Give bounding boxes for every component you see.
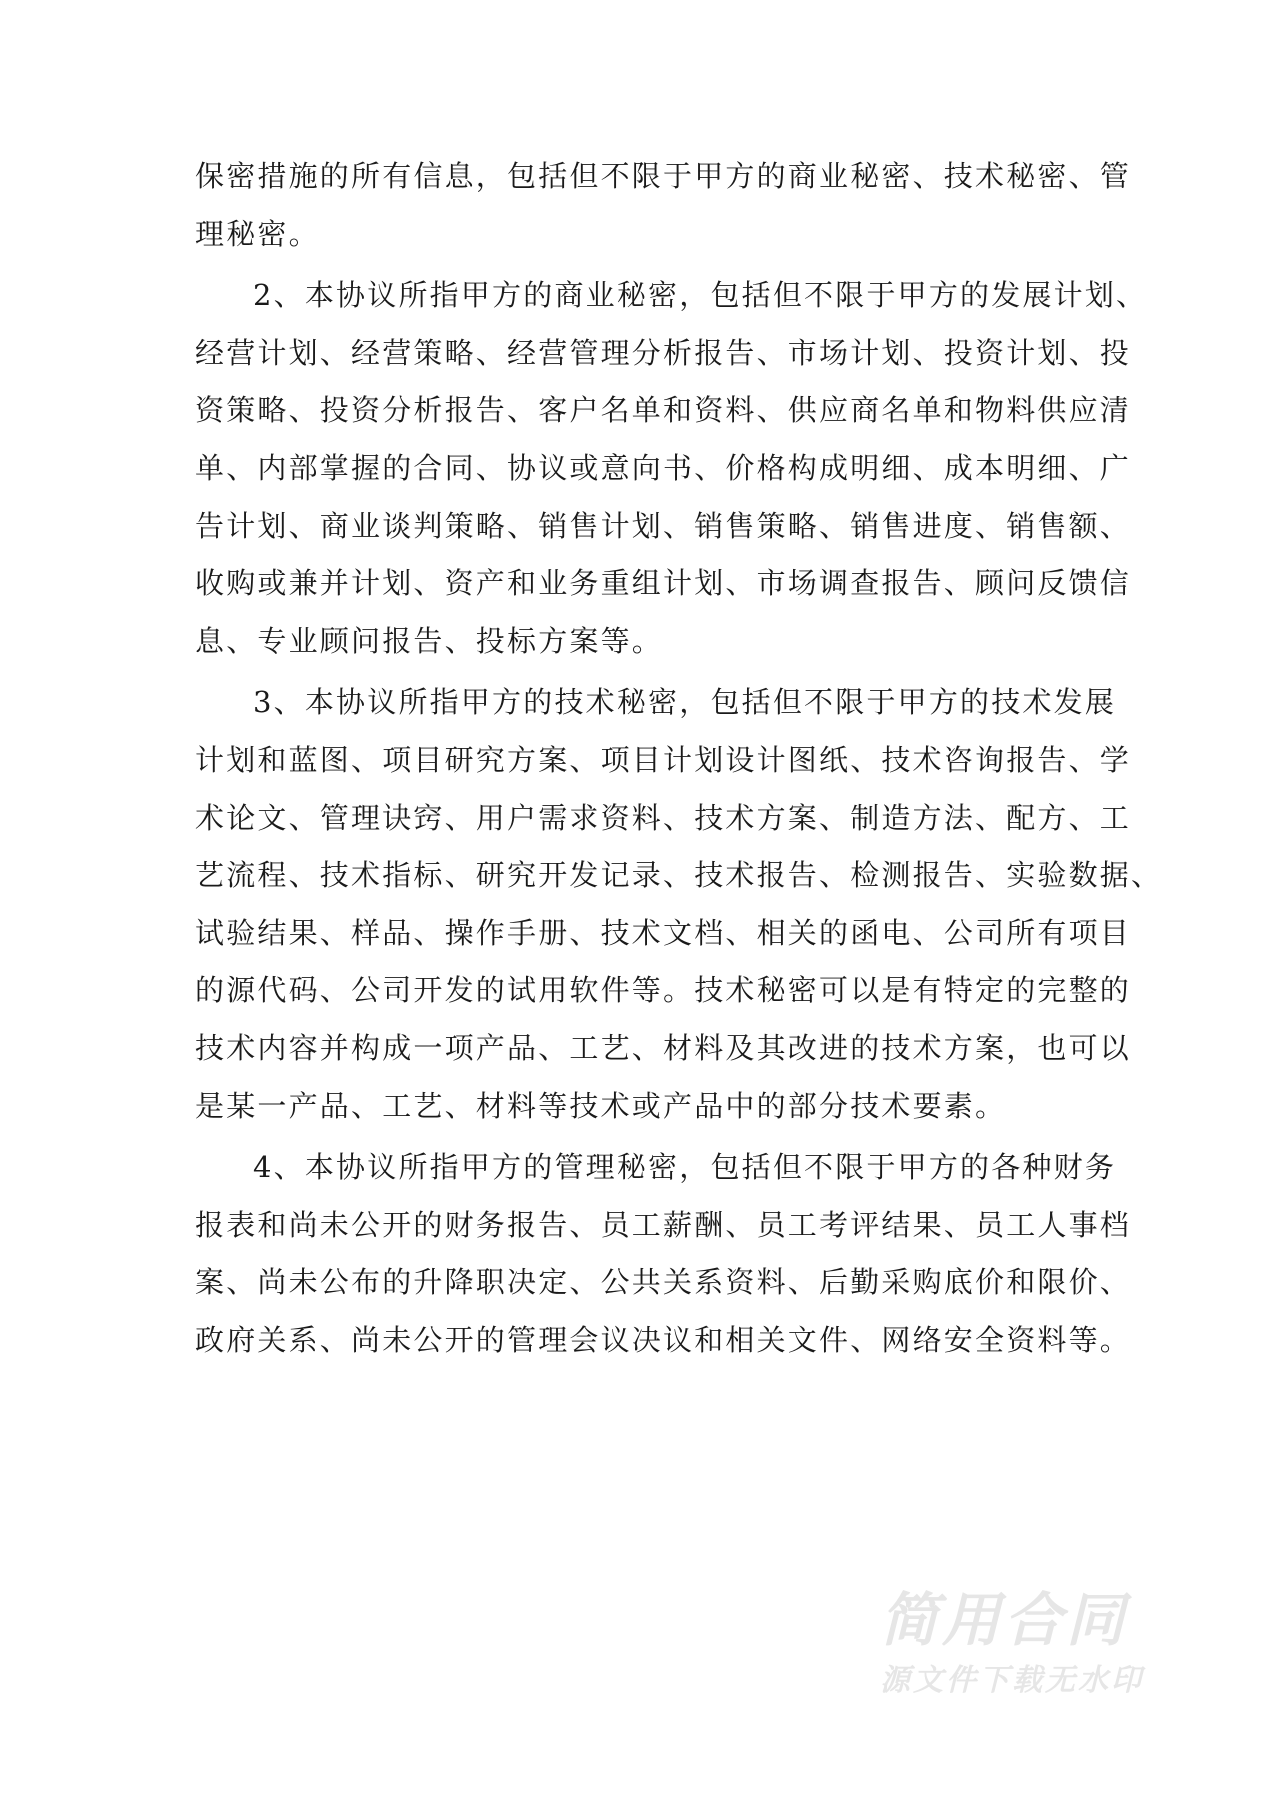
text-line: 2、本协议所指甲方的商业秘密，包括但不限于甲方的发展计划、 [253, 278, 1148, 313]
paragraph-commercial-secrets [195, 267, 1148, 670]
text-line: 艺流程、技术指标、研究开发记录、技术报告、检测报告、实验数据、 [195, 858, 1163, 893]
paragraph-management-secrets [195, 1139, 1132, 1369]
text-line: 报表和尚未公开的财务报告、员工薪酬、员工考评结果、员工人事档 [195, 1207, 1132, 1242]
watermark-subtitle: 源文件下载无水印 [880, 1663, 1144, 1698]
paragraph-technical-secrets [195, 674, 1163, 1135]
text-line: 3、本协议所指甲方的技术秘密，包括但不限于甲方的技术发展 [253, 685, 1117, 720]
text-line: 计划和蓝图、项目研究方案、项目计划设计图纸、技术咨询报告、学 [195, 742, 1132, 777]
text-line: 技术内容并构成一项产品、工艺、材料及其改进的技术方案，也可以 [195, 1030, 1132, 1065]
document-body [195, 148, 1163, 1369]
text-line: 资策略、投资分析报告、客户名单和资料、供应商名单和物料供应清 [195, 393, 1132, 428]
text-line: 术论文、管理诀窍、用户需求资料、技术方案、制造方法、配方、工 [195, 800, 1132, 835]
text-line: 息、专业顾问报告、投标方案等。 [195, 623, 664, 658]
paragraph-confidential-info [195, 148, 1132, 263]
text-line: 告计划、商业谈判策略、销售计划、销售策略、销售进度、销售额、 [195, 508, 1132, 543]
text-line: 4、本协议所指甲方的管理秘密，包括但不限于甲方的各种财务 [253, 1150, 1117, 1185]
text-line: 收购或兼并计划、资产和业务重组计划、市场调查报告、顾问反馈信 [195, 566, 1132, 601]
text-line: 政府关系、尚未公开的管理会议决议和相关文件、网络安全资料等。 [195, 1322, 1132, 1357]
watermark [880, 1585, 1210, 1703]
text-line: 案、尚未公布的升降职决定、公共关系资料、后勤采购底价和限价、 [195, 1265, 1132, 1300]
text-line: 的源代码、公司开发的试用软件等。技术秘密可以是有特定的完整的 [195, 973, 1132, 1008]
text-line: 理秘密。 [195, 216, 320, 251]
watermark-title: 简用合同 [880, 1586, 1129, 1654]
text-line: 试验结果、样品、操作手册、技术文档、相关的函电、公司所有项目 [195, 915, 1132, 950]
text-line: 单、内部掌握的合同、协议或意向书、价格构成明细、成本明细、广 [195, 450, 1132, 485]
text-line: 是某一产品、工艺、材料等技术或产品中的部分技术要素。 [195, 1088, 1007, 1123]
text-line: 保密措施的所有信息，包括但不限于甲方的商业秘密、技术秘密、管 [195, 159, 1132, 193]
text-line: 经营计划、经营策略、经营管理分析报告、市场计划、投资计划、投 [195, 335, 1132, 370]
